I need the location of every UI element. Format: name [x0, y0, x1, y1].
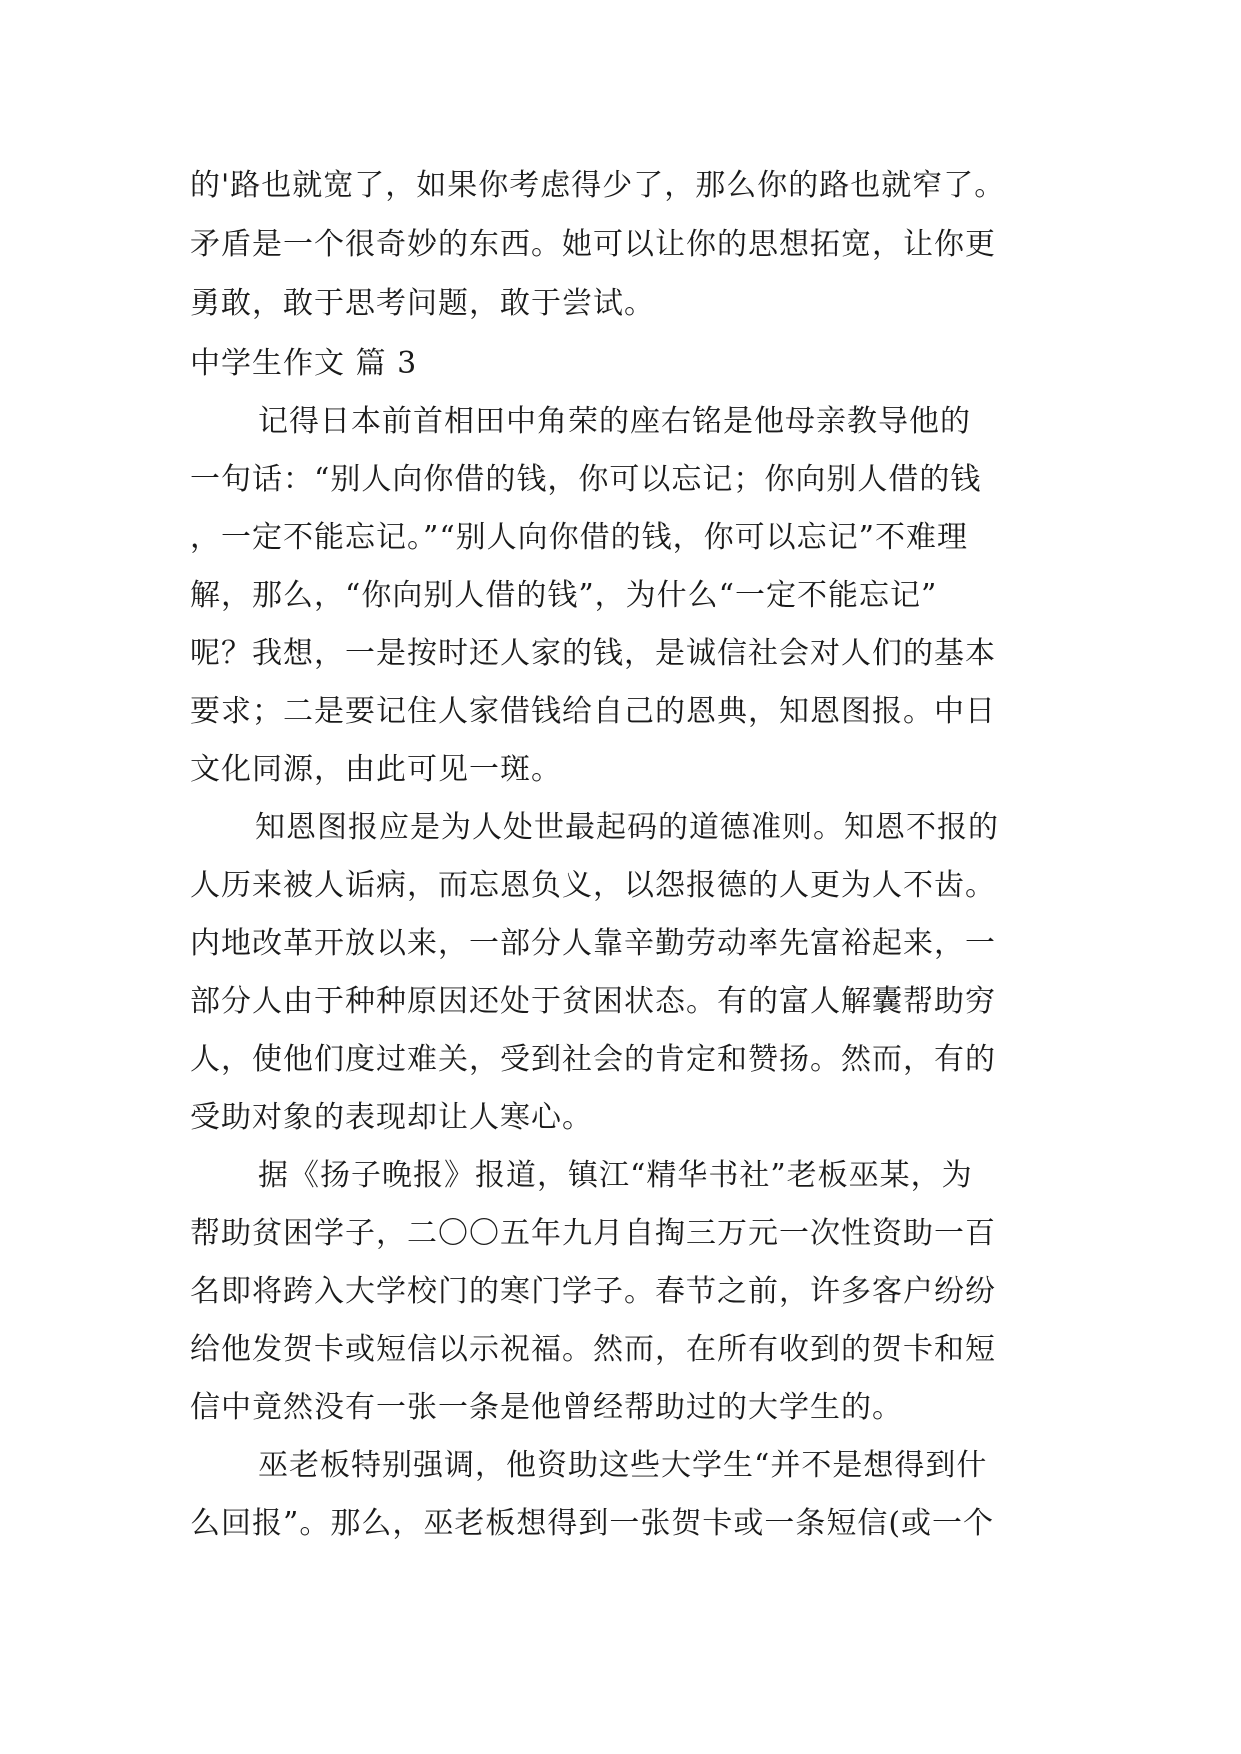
- text-line: 知恩图报应是为人处世最起码的道德准则。知恩不报的: [255, 810, 999, 845]
- text-line: 矛盾是一个很奇妙的东西。她可以让你的思想拓宽，让你更: [190, 227, 996, 262]
- text-line: 的'路也就宽了，如果你考虑得少了，那么你的路也就窄了。: [190, 168, 1006, 203]
- text-line: 人历来被人诟病，而忘恩负义，以怨报德的人更为人不齿。: [190, 868, 996, 903]
- section-title: 中学生作文 篇 3: [190, 346, 418, 381]
- text-line: 据《扬子晚报》报道，镇江“精华书社”老板巫某，为: [258, 1158, 973, 1193]
- text-line: 么回报”。那么，巫老板想得到一张贺卡或一条短信(或一个: [190, 1506, 995, 1541]
- text-line: 勇敢，敢于思考问题，敢于尝试。: [190, 286, 655, 321]
- text-line: 呢？我想，一是按时还人家的钱，是诚信社会对人们的基本: [190, 636, 996, 671]
- text-line: 名即将跨入大学校门的寒门学子。春节之前，许多客户纷纷: [190, 1274, 996, 1309]
- text-line: 文化同源，由此可见一斑。: [190, 752, 562, 787]
- text-line: 巫老板特别强调，他资助这些大学生“并不是想得到什: [258, 1448, 988, 1483]
- text-line: 内地改革开放以来，一部分人靠辛勤劳动率先富裕起来，一: [190, 926, 996, 961]
- text-line: 信中竟然没有一张一条是他曾经帮助过的大学生的。: [190, 1390, 903, 1425]
- text-line: 给他发贺卡或短信以示祝福。然而，在所有收到的贺卡和短: [190, 1332, 996, 1367]
- text-line: ，一定不能忘记。”“别人向你借的钱，你可以忘记”不难理: [190, 520, 969, 555]
- text-line: 受助对象的表现却让人寒心。: [190, 1100, 593, 1135]
- text-line: 记得日本前首相田中角荣的座右铭是他母亲教导他的: [258, 404, 971, 439]
- text-line: 部分人由于种种原因还处于贫困状态。有的富人解囊帮助穷: [190, 984, 996, 1019]
- text-line: 解，那么，“你向别人借的钱”，为什么“一定不能忘记”: [190, 578, 938, 613]
- text-line: 要求；二是要记住人家借钱给自己的恩典，知恩图报。中日: [190, 694, 996, 729]
- text-line: 人，使他们度过难关，受到社会的肯定和赞扬。然而，有的: [190, 1042, 996, 1077]
- text-line: 一句话：“别人向你借的钱，你可以忘记；你向别人借的钱: [190, 462, 982, 497]
- text-line: 帮助贫困学子，二〇〇五年九月自掏三万元一次性资助一百: [190, 1216, 996, 1251]
